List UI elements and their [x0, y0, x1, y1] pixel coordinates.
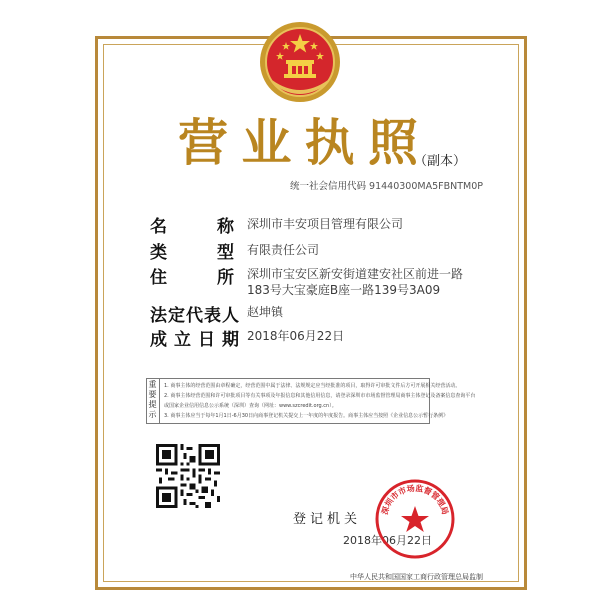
seal-text: 深圳市市场监督管理局 — [380, 483, 450, 516]
label-char: 型 — [217, 243, 234, 263]
label-char: 称 — [217, 217, 234, 237]
notice-line: 3. 商事主体应当于每年1月1日-6月30日向商事登记机关提交上一年度的年度报告。商事主体应当按照《企业信息公示暂行条例》 — [164, 413, 449, 419]
field-label-established: 成立日期 — [150, 330, 246, 350]
title-char: 业 — [241, 113, 292, 172]
national-emblem-icon — [258, 20, 342, 104]
credit-code-label: 统一社会信用代码 — [290, 181, 367, 192]
label-char: 名 — [150, 217, 167, 237]
title-char: 营 — [178, 113, 228, 172]
notice-tab-label: 重要提示 — [146, 378, 160, 424]
registration-authority-label: 登记机关 — [293, 512, 362, 527]
address-line: 183号大宝豪庭B座一路139号3A09 — [247, 283, 441, 297]
title-char: 执 — [304, 113, 355, 172]
field-value-address — [247, 266, 463, 298]
label-char: 住 — [150, 268, 167, 288]
credit-code — [290, 178, 483, 192]
address-line: 深圳市宝安区新安街道建安社区前进一路 — [247, 267, 464, 281]
field-label-name — [150, 212, 234, 237]
notice-line: 1. 商事主体的经营范围由章程确定，经营范围中属于法律、法规规定应当经批准的项目，取得许可审批文件后方可开展相关经营活动。 — [164, 383, 461, 389]
registration-date: 2018年06月22日 — [343, 534, 432, 547]
field-label-legal-rep: 法定代表人 — [150, 306, 240, 326]
field-label-type — [150, 238, 234, 263]
credit-code-value: 91440300MA5FBNTM0P — [369, 181, 484, 192]
notice-text — [164, 381, 476, 421]
field-value-established: 2018年06月22日 — [247, 329, 345, 343]
footer-issuer: 中华人民共和国国家工商行政管理总局监制 — [350, 573, 483, 581]
notice-line: 2. 商事主体经营范围和许可审批项目等有关事项及年报信息和其他信用信息，请登录深圳市市场监督管理局商事主体登记及备案信息查询平台 — [164, 393, 476, 399]
label-char: 类 — [150, 243, 167, 263]
official-seal-icon — [374, 478, 456, 560]
document-title — [178, 112, 418, 174]
copy-tag: （副本） — [414, 154, 467, 169]
title-char: 照 — [367, 113, 418, 172]
field-value-legal-rep: 赵坤镇 — [247, 305, 284, 319]
qr-code-icon — [156, 444, 220, 508]
label-char: 所 — [217, 268, 234, 288]
notice-line: 或国家企业信用信息公示系统（深圳）查询（网址：www.szcredit.org.cn）。 — [164, 403, 337, 409]
field-value-name: 深圳市丰安项目管理有限公司 — [247, 217, 404, 231]
field-value-type: 有限责任公司 — [247, 243, 320, 257]
field-label-address — [150, 263, 234, 288]
